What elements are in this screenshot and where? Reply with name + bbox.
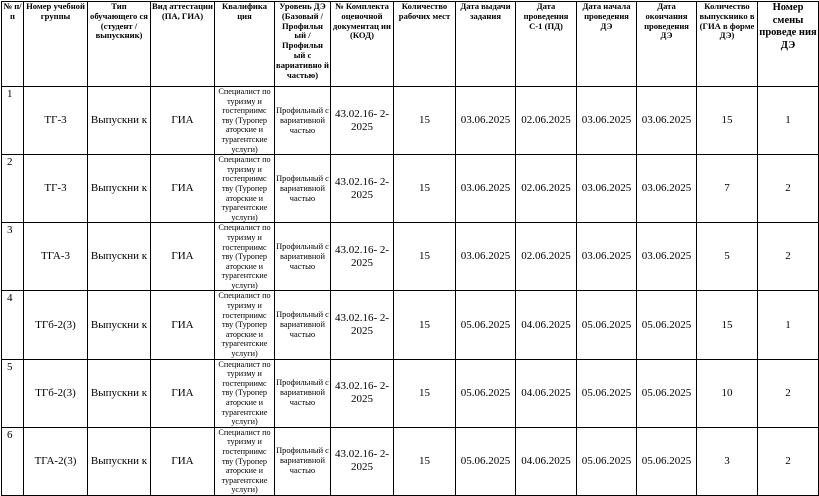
start-date-cell: 05.06.2025 <box>577 291 637 359</box>
attestation-cell: ГИА <box>151 223 215 291</box>
group-cell: ТГб-2(3) <box>24 359 88 427</box>
issue-date-cell: 03.06.2025 <box>456 223 516 291</box>
group-cell: ТГб-2(3) <box>24 291 88 359</box>
graduates-count-cell: 15 <box>697 291 758 359</box>
header-cell: Квалифика ция <box>215 2 275 87</box>
qualification-cell: Специалист по туризму и гостеприимс тву (Туропер аторские и турагентские услуги) <box>215 155 275 223</box>
header-cell: Дата окончания проведения ДЭ <box>637 2 697 87</box>
header-cell: № п/п <box>2 2 24 87</box>
end-date-cell: 05.06.2025 <box>637 359 697 427</box>
attestation-cell: ГИА <box>151 359 215 427</box>
qualification-cell: Специалист по туризму и гостеприимс тву (Туропер аторские и турагентские услуги) <box>215 223 275 291</box>
table-row <box>2 155 819 223</box>
end-date-cell: 05.06.2025 <box>637 427 697 495</box>
row-number: 3 <box>2 223 24 291</box>
row-number: 2 <box>2 155 24 223</box>
kod-cell: 43.02.16- 2-2025 <box>331 87 394 155</box>
header-cell: Уровень ДЭ (Базовый /Профильн ый /Профильн ый с вариативно й частью) <box>275 2 331 87</box>
kod-cell: 43.02.16- 2-2025 <box>331 427 394 495</box>
issue-date-cell: 03.06.2025 <box>456 155 516 223</box>
group-cell: ТГ-3 <box>24 155 88 223</box>
attestation-cell: ГИА <box>151 427 215 495</box>
table-row <box>2 87 819 155</box>
issue-date-cell: 05.06.2025 <box>456 359 516 427</box>
kod-cell: 43.02.16- 2-2025 <box>331 359 394 427</box>
learner-type-cell: Выпускни к <box>88 359 151 427</box>
header-cell: Номер учебной группы <box>24 2 88 87</box>
workplaces-cell: 15 <box>394 87 456 155</box>
group-cell: ТГА-3 <box>24 223 88 291</box>
header-cell: Дата начала проведения ДЭ <box>577 2 637 87</box>
shift-number-cell: 2 <box>758 223 819 291</box>
graduates-count-cell: 5 <box>697 223 758 291</box>
kod-cell: 43.02.16- 2-2025 <box>331 155 394 223</box>
table-row <box>2 291 819 359</box>
level-cell: Профильный с вариативной частью <box>275 427 331 495</box>
workplaces-cell: 15 <box>394 291 456 359</box>
level-cell: Профильный с вариативной частью <box>275 359 331 427</box>
header-cell: Дата проведения С-1 (ПД) <box>516 2 577 87</box>
shift-number-cell: 1 <box>758 291 819 359</box>
start-date-cell: 05.06.2025 <box>577 427 637 495</box>
graduates-count-cell: 7 <box>697 155 758 223</box>
c1-date-cell: 04.06.2025 <box>516 359 577 427</box>
workplaces-cell: 15 <box>394 427 456 495</box>
workplaces-cell: 15 <box>394 155 456 223</box>
c1-date-cell: 04.06.2025 <box>516 427 577 495</box>
qualification-cell: Специалист по туризму и гостеприимс тву (Туропер аторские и турагентские услуги) <box>215 427 275 495</box>
exam-schedule-table <box>1 1 819 496</box>
kod-cell: 43.02.16- 2-2025 <box>331 223 394 291</box>
shift-number-cell: 1 <box>758 87 819 155</box>
header-cell: Номер смены проведе ния ДЭ <box>758 2 819 87</box>
end-date-cell: 03.06.2025 <box>637 87 697 155</box>
learner-type-cell: Выпускни к <box>88 427 151 495</box>
group-cell: ТГА-2(3) <box>24 427 88 495</box>
c1-date-cell: 02.06.2025 <box>516 223 577 291</box>
graduates-count-cell: 15 <box>697 87 758 155</box>
learner-type-cell: Выпускни к <box>88 87 151 155</box>
header-cell: Тип обучающего ся (студент /выпускник) <box>88 2 151 87</box>
issue-date-cell: 05.06.2025 <box>456 291 516 359</box>
level-cell: Профильный с вариативной частью <box>275 223 331 291</box>
workplaces-cell: 15 <box>394 359 456 427</box>
start-date-cell: 05.06.2025 <box>577 359 637 427</box>
header-row <box>2 2 819 87</box>
learner-type-cell: Выпускни к <box>88 291 151 359</box>
table-row <box>2 223 819 291</box>
shift-number-cell: 2 <box>758 427 819 495</box>
issue-date-cell: 05.06.2025 <box>456 427 516 495</box>
qualification-cell: Специалист по туризму и гостеприимс тву (Туропер аторские и турагентские услуги) <box>215 87 275 155</box>
attestation-cell: ГИА <box>151 291 215 359</box>
shift-number-cell: 2 <box>758 359 819 427</box>
row-number: 6 <box>2 427 24 495</box>
workplaces-cell: 15 <box>394 223 456 291</box>
row-number: 4 <box>2 291 24 359</box>
start-date-cell: 03.06.2025 <box>577 223 637 291</box>
issue-date-cell: 03.06.2025 <box>456 87 516 155</box>
start-date-cell: 03.06.2025 <box>577 155 637 223</box>
row-number: 5 <box>2 359 24 427</box>
header-cell: Вид аттестации (ПА, ГИА) <box>151 2 215 87</box>
header-cell: Количество выпускнико в (ГИА в форме ДЭ) <box>697 2 758 87</box>
qualification-cell: Специалист по туризму и гостеприимс тву (Туропер аторские и турагентские услуги) <box>215 291 275 359</box>
row-number: 1 <box>2 87 24 155</box>
start-date-cell: 03.06.2025 <box>577 87 637 155</box>
graduates-count-cell: 3 <box>697 427 758 495</box>
end-date-cell: 03.06.2025 <box>637 155 697 223</box>
attestation-cell: ГИА <box>151 87 215 155</box>
header-cell: Количество рабочих мест <box>394 2 456 87</box>
graduates-count-cell: 10 <box>697 359 758 427</box>
table-row <box>2 427 819 495</box>
c1-date-cell: 02.06.2025 <box>516 155 577 223</box>
level-cell: Профильный с вариативной частью <box>275 291 331 359</box>
group-cell: ТГ-3 <box>24 87 88 155</box>
learner-type-cell: Выпускни к <box>88 155 151 223</box>
header-cell: № Комплекта оценочной документац ии (КОД) <box>331 2 394 87</box>
kod-cell: 43.02.16- 2-2025 <box>331 291 394 359</box>
shift-number-cell: 2 <box>758 155 819 223</box>
header-cell: Дата выдачи задания <box>456 2 516 87</box>
qualification-cell: Специалист по туризму и гостеприимс тву (Туропер аторские и турагентские услуги) <box>215 359 275 427</box>
end-date-cell: 05.06.2025 <box>637 291 697 359</box>
c1-date-cell: 04.06.2025 <box>516 291 577 359</box>
level-cell: Профильный с вариативной частью <box>275 155 331 223</box>
end-date-cell: 03.06.2025 <box>637 223 697 291</box>
attestation-cell: ГИА <box>151 155 215 223</box>
c1-date-cell: 02.06.2025 <box>516 87 577 155</box>
learner-type-cell: Выпускни к <box>88 223 151 291</box>
level-cell: Профильный с вариативной частью <box>275 87 331 155</box>
table-row <box>2 359 819 427</box>
